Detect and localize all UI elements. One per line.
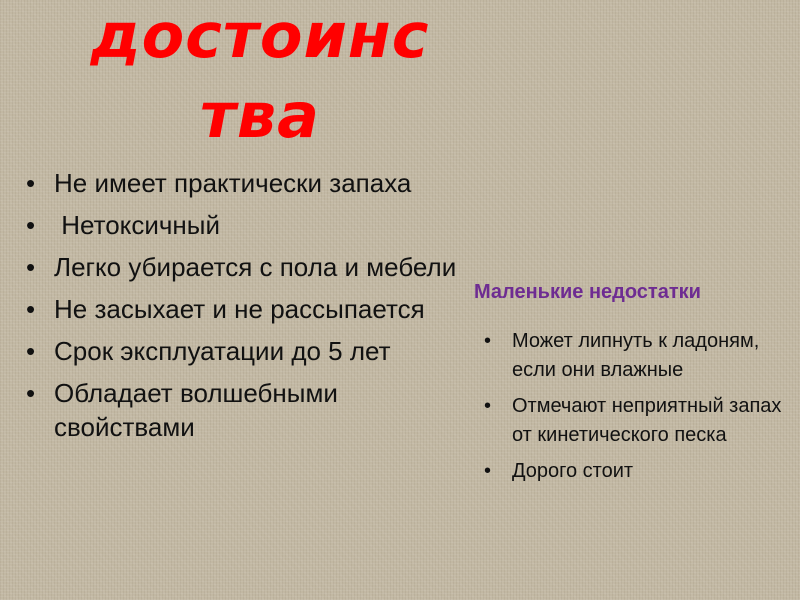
bullet-icon: •: [484, 395, 492, 417]
bullet-icon: •: [26, 252, 36, 282]
slide-title: [40, 0, 480, 156]
disadvantage-item: [478, 392, 796, 450]
bullet-icon: •: [26, 378, 36, 408]
bullet-icon: •: [26, 168, 36, 198]
advantage-item: [20, 208, 470, 242]
disadvantage-text: Дорого стоит: [512, 460, 634, 482]
advantages-list: [20, 166, 470, 452]
bullet-icon: •: [26, 294, 36, 324]
title-line-2: тва: [199, 79, 320, 152]
advantage-text: Обладает волшебными свойствами: [54, 378, 338, 442]
disadvantage-text: Отмечают неприятный запах от кинетического песка: [512, 395, 782, 446]
disadvantages-heading: Маленькие недостатки: [474, 281, 701, 303]
advantage-item: [20, 334, 470, 368]
disadvantages-list: [478, 327, 796, 493]
advantage-item: [20, 292, 470, 326]
disadvantage-item: [478, 327, 796, 385]
bullet-icon: •: [484, 460, 492, 482]
advantage-text: Легко убирается с пола и мебели: [54, 252, 457, 282]
advantage-item: [20, 250, 470, 284]
bullet-icon: •: [484, 330, 492, 352]
disadvantage-text: Может липнуть к ладоням, если они влажные: [512, 330, 760, 381]
advantage-text: Не имеет практически запаха: [54, 168, 412, 198]
advantage-text: Не засыхает и не рассыпается: [54, 294, 425, 324]
advantage-text: Срок эксплуатации до 5 лет: [54, 336, 391, 366]
advantage-item: [20, 376, 470, 444]
bullet-icon: •: [26, 210, 36, 240]
advantage-item: [20, 166, 470, 200]
title-line-1: достоинс: [90, 0, 430, 72]
disadvantage-item: [478, 457, 796, 486]
advantage-text: Нетоксичный: [54, 210, 220, 240]
bullet-icon: •: [26, 336, 36, 366]
